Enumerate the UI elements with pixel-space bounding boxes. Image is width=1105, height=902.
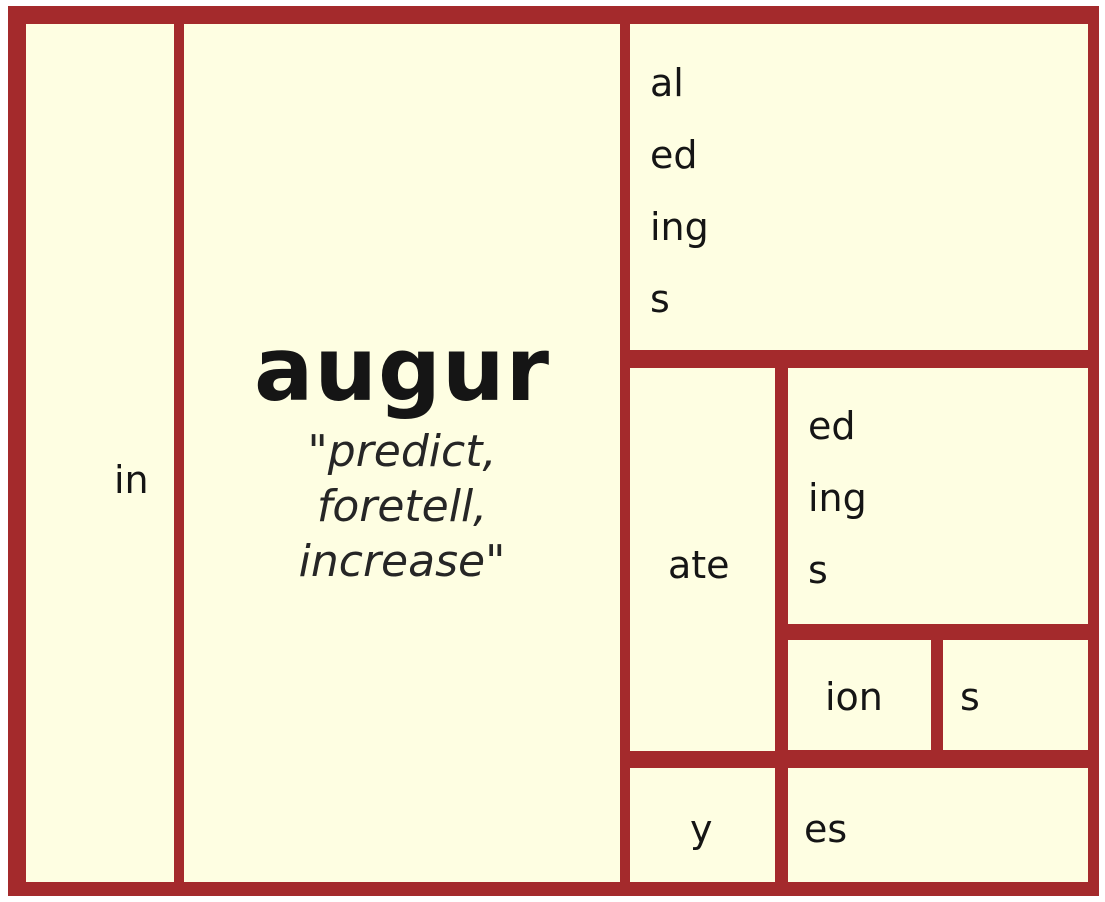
meaning-line: foretell, (316, 481, 488, 532)
ion-suffix-label: s (960, 675, 980, 719)
y-label: y (690, 807, 713, 851)
ate-suffix-list (808, 390, 867, 606)
prefix-label: in (114, 458, 149, 502)
ion-label: ion (825, 675, 883, 719)
meaning-line: increase" (298, 536, 506, 587)
ate-label: ate (668, 543, 730, 587)
root-suffix-cell (630, 24, 1088, 350)
root-suffix-list (650, 47, 709, 335)
prefix-cell (26, 24, 174, 882)
suffix-item: ing (650, 205, 709, 249)
suffix-item: al (650, 61, 684, 105)
suffix-item: ing (808, 476, 867, 520)
es-label: es (804, 807, 848, 851)
suffix-item: s (650, 277, 670, 321)
y-cell (630, 768, 775, 882)
ate-cell (630, 368, 775, 751)
meaning-line: "predict, (307, 426, 497, 477)
suffix-item: ed (808, 404, 856, 448)
suffix-item: s (808, 548, 828, 592)
suffix-item: ed (650, 133, 698, 177)
ion-cell (788, 640, 931, 750)
root-word: augur (253, 318, 551, 421)
ate-suffix-cell (788, 368, 1088, 624)
es-cell (788, 768, 1088, 882)
root-meaning (184, 424, 620, 589)
ion-suffix-cell (943, 640, 1088, 750)
root-cell (184, 24, 620, 882)
